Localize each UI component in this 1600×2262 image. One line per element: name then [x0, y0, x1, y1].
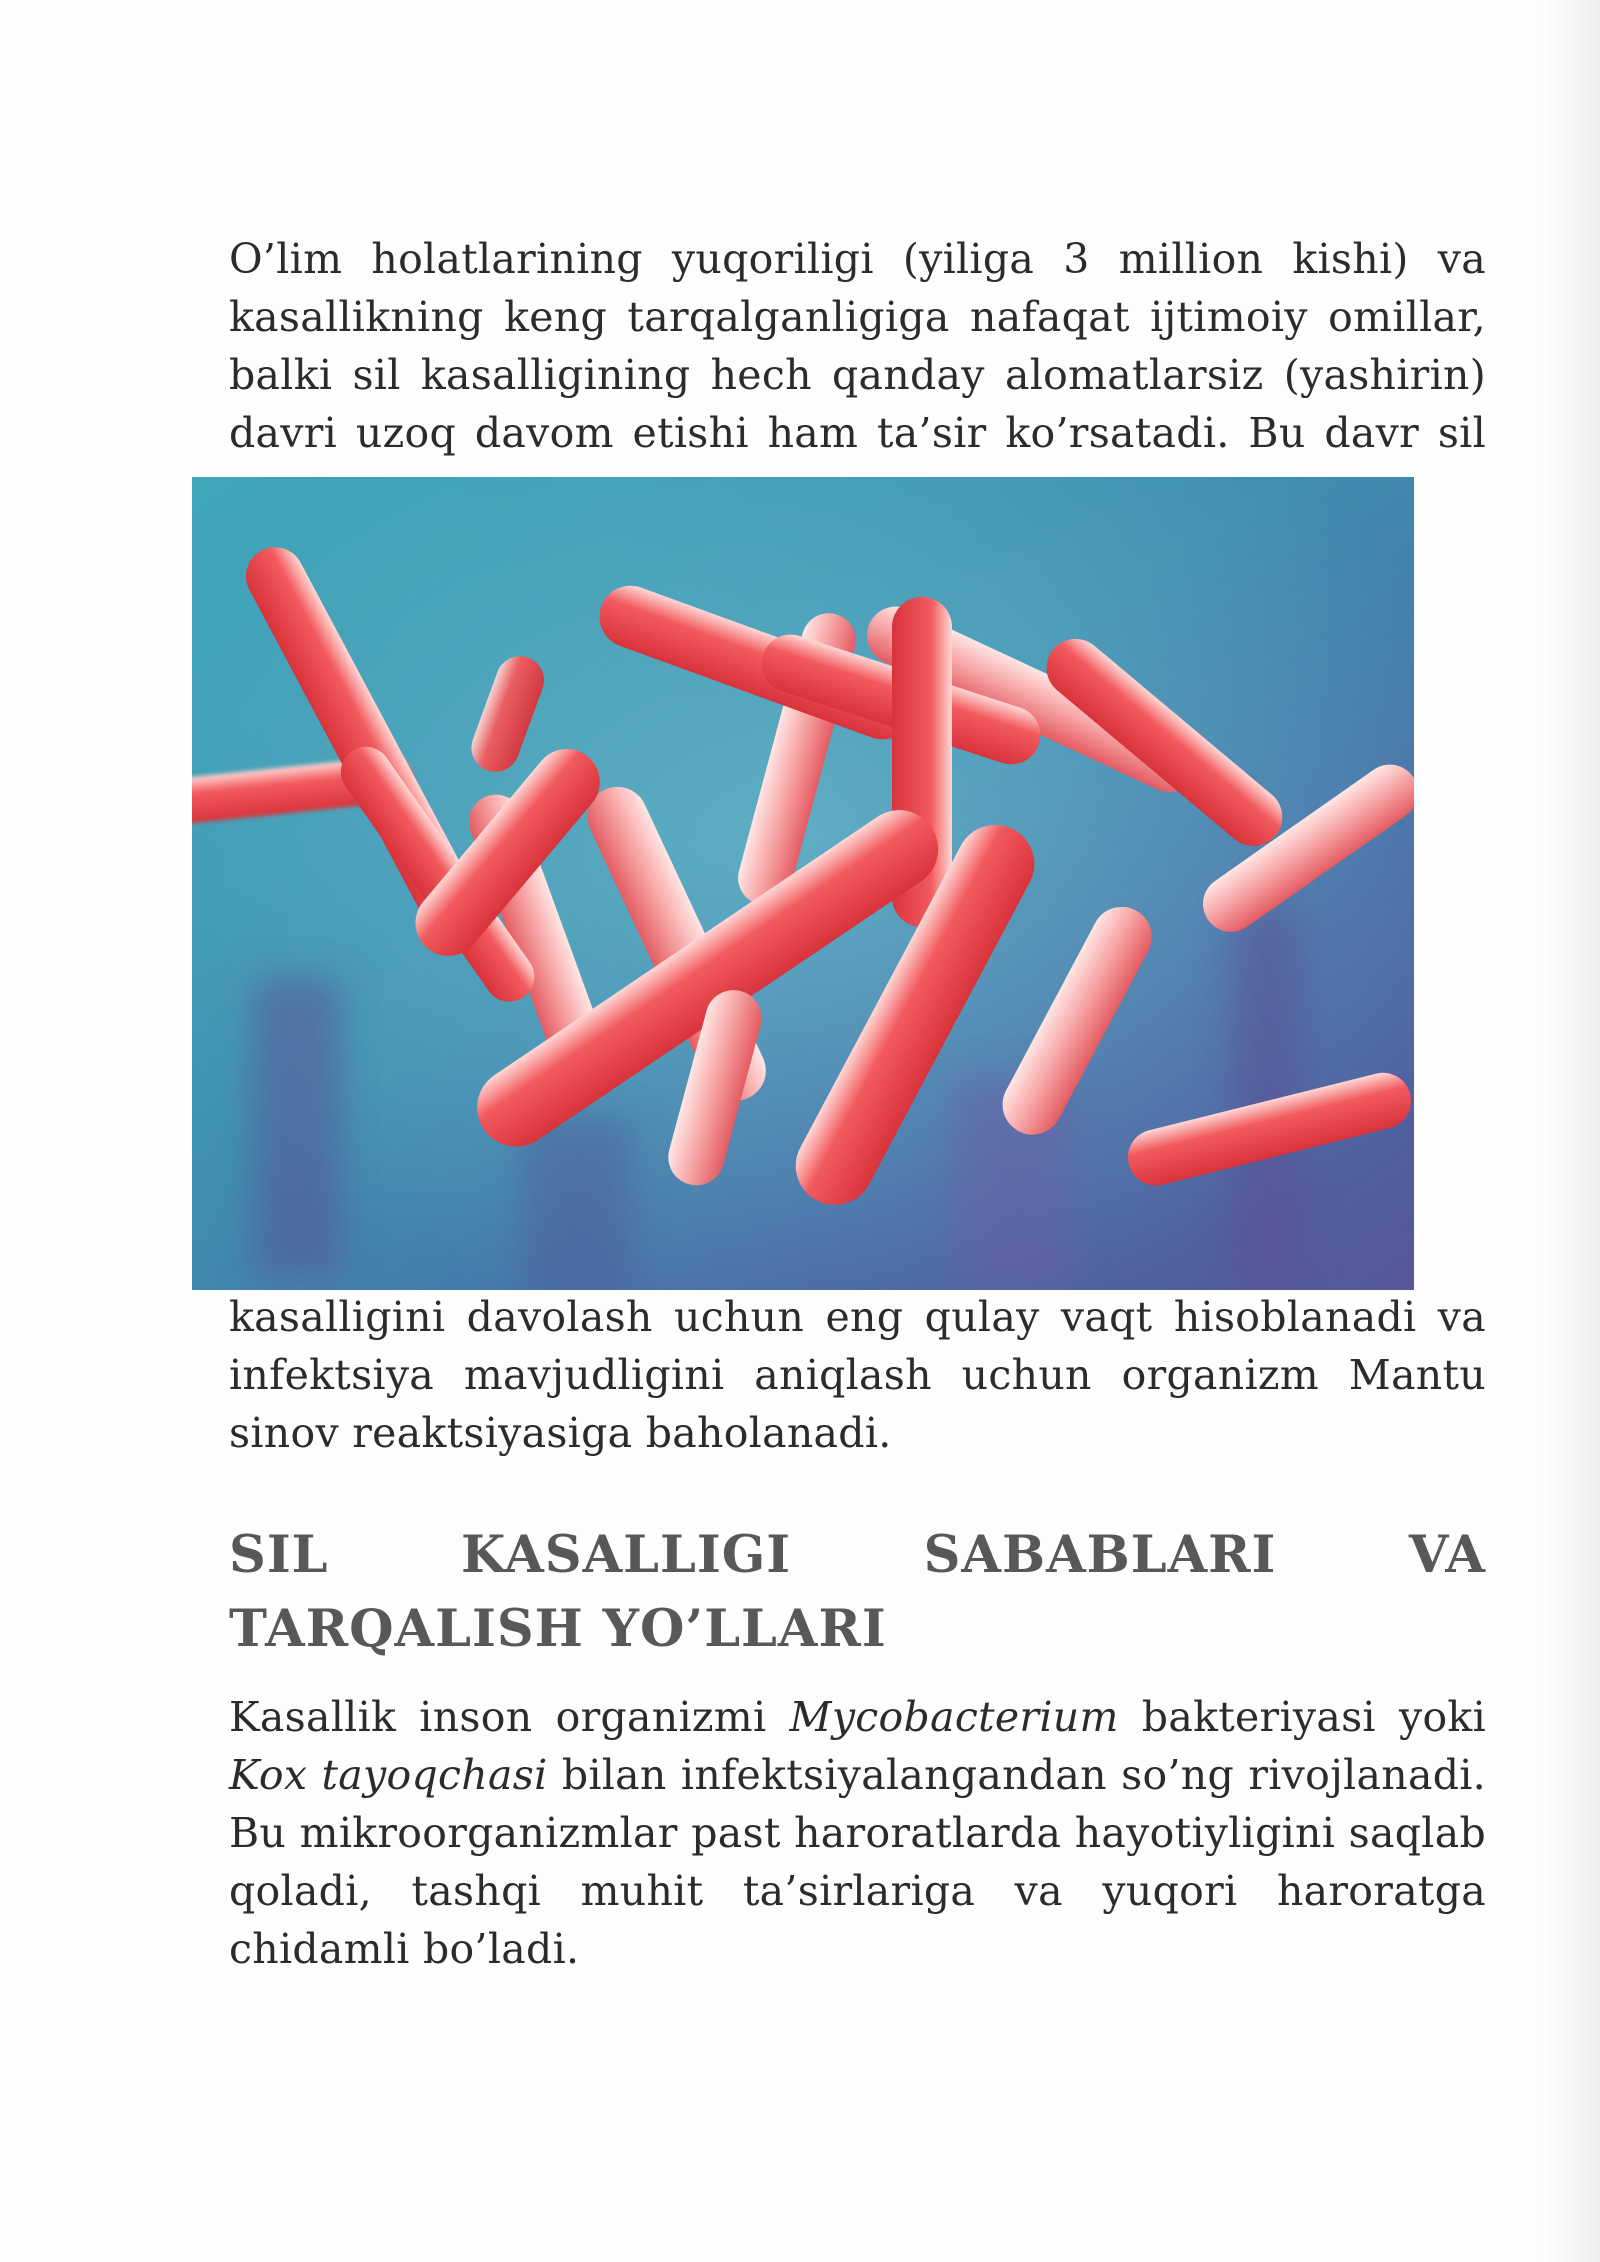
paragraph-causes-text-3: bilan infektsiyalangandan so’ng rivojlanadi. Bu mikroorganizmlar past haroratlarda hayotiyligini saqlab qoladi, tashqi muhit ta’sirlariga va yuqori haroratga chidamli bo’ladi.: [229, 1751, 1486, 1973]
paragraph-intro: O’lim holatlarining yuqoriligi (yiliga 3 million kishi) va kasallikning keng tarqalganligiga nafaqat ijtimoiy omillar, balki sil kasalligining hech qanday alomatlarsiz (yashirin) davri uzoq davom etishi ham ta’sir ko’rsatadi. Bu davr sil: [229, 235, 1486, 457]
paragraph-continuation: kasalligini davolash uchun eng qulay vaqt hisoblanadi va infektsiya mavjudligini aniqlash uchun organizm Mantu sinov reaktsiyasiga baholanadi.: [229, 1293, 1486, 1457]
paragraph-causes-text-2: bakteriyasi yoki: [1118, 1693, 1486, 1741]
italic-kox-tayoqchasi: Kox tayoqchasi: [229, 1751, 548, 1799]
paragraph-causes: [229, 1688, 1486, 1978]
page-edge-shadow: [1540, 0, 1600, 2262]
section-heading: SIL KASALLIGI SABABLARI VA TARQALISH YO’LLARI: [229, 1525, 1486, 1659]
bacteria-illustration: [192, 477, 1414, 1290]
italic-mycobacterium: Mycobacterium: [789, 1693, 1119, 1741]
paragraph-causes-text-1: Kasallik inson organizmi: [229, 1693, 790, 1741]
mycobacterium-image: [192, 477, 1414, 1290]
